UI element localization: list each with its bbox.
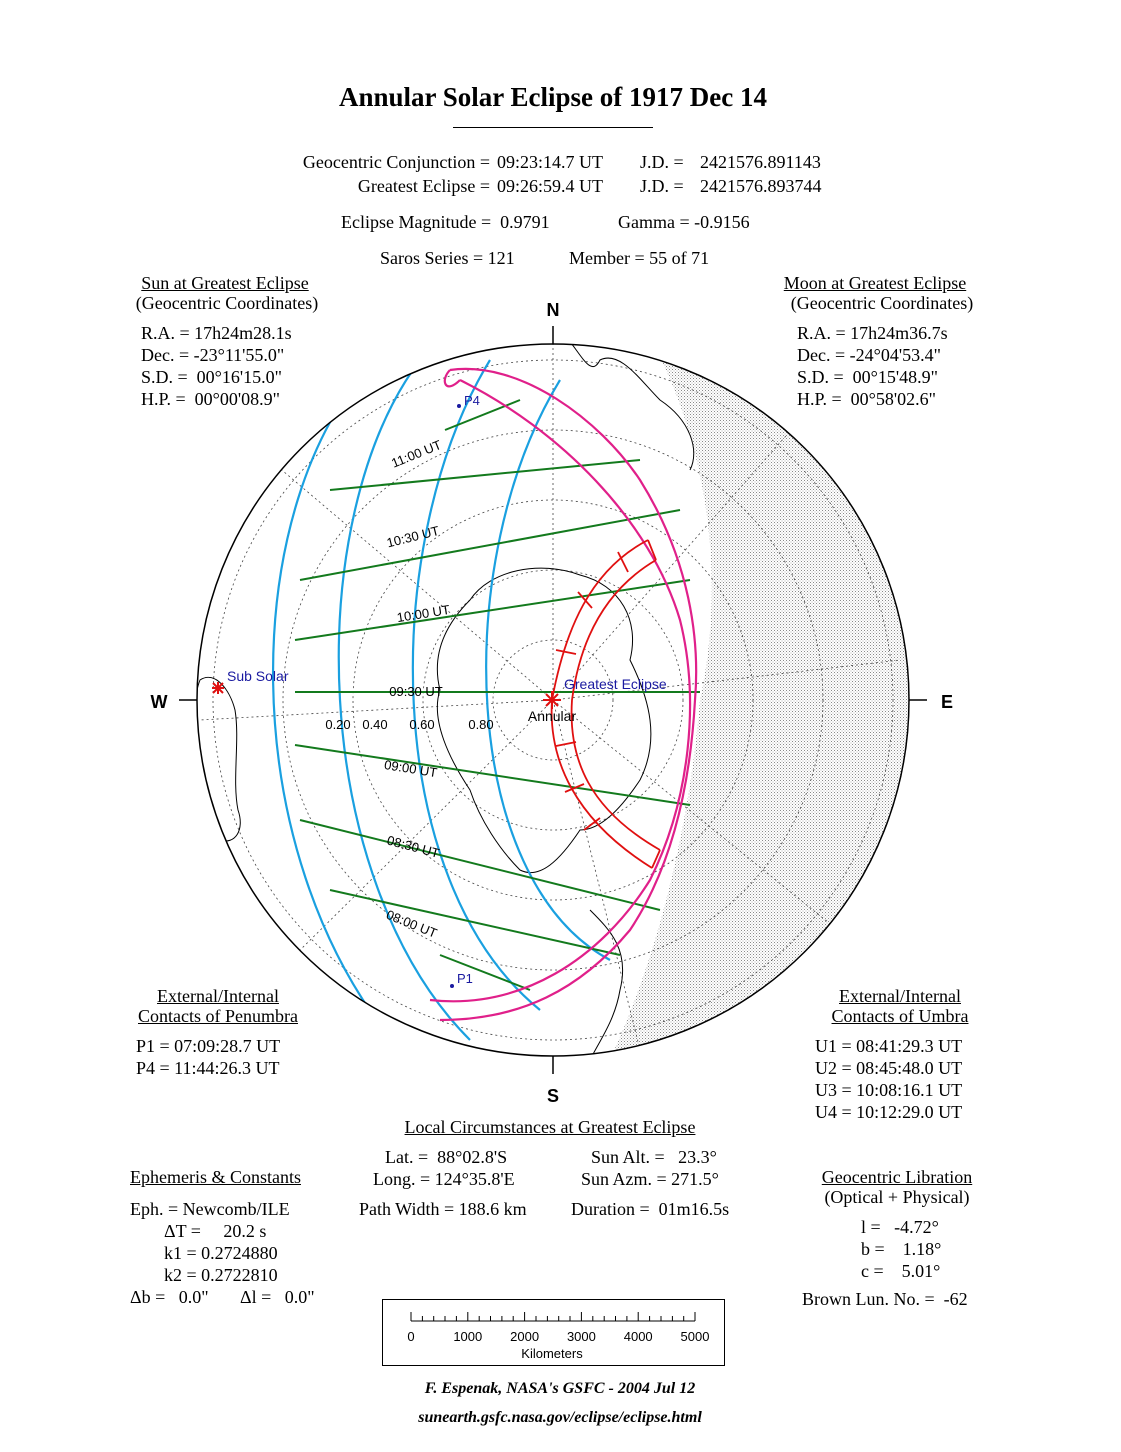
local-long: Long. = 124°35.8'E [373,1169,515,1189]
time-label-1030: 10:30 UT [385,522,441,551]
sun-dec: Dec. = -23°11'55.0" [141,345,285,365]
saros-series: Saros Series = 121 [380,248,515,268]
umbra-heading-2: Contacts of Umbra [831,1006,969,1026]
local-path-width: Path Width = 188.6 km [359,1199,527,1219]
ephemeris-k2: k2 = 0.2722810 [164,1265,278,1285]
libration-brown: Brown Lun. No. = -62 [802,1289,968,1309]
magnitude-label-040: 0.40 [362,717,388,732]
saros-member: Member = 55 of 71 [569,248,710,268]
scale-unit: Kilometers [521,1346,583,1361]
greatest-eclipse-label: Greatest Eclipse = [357,176,490,196]
scale-tick-3000: 3000 [566,1329,596,1344]
east-label: E [940,692,954,712]
conjunction-jd: 2421576.891143 [700,152,821,172]
sun-hp: H.P. = 00°00'08.9" [141,389,280,409]
time-label-0830: 08:30 UT [385,832,441,861]
umbra-u1: U1 = 08:41:29.3 UT [815,1036,963,1056]
ephemeris-delta-b: Δb = 0.0" [130,1287,209,1307]
south-label: S [546,1086,560,1106]
p4-label: P4 [464,393,480,408]
night-region [600,320,963,1080]
annular-label: Annular [527,708,577,724]
p1-marker [450,984,454,988]
libration-subheading: (Optical + Physical) [824,1187,970,1207]
time-label-0930: 09:30 UT [389,684,443,699]
moon-dec: Dec. = -24°04'53.4" [797,345,941,365]
umbra-path [552,540,660,868]
moon-subheading: (Geocentric Coordinates) [790,293,974,313]
page-title: Annular Solar Eclipse of 1917 Dec 14 [338,82,768,112]
p4-marker [457,404,461,408]
local-sun-alt: Sun Alt. = 23.3° [591,1147,717,1167]
north-label: N [546,300,560,320]
scale-tick-1000: 1000 [453,1329,483,1344]
credit-url[interactable]: sunearth.gsfc.nasa.gov/eclipse/eclipse.html [418,1409,702,1426]
libration-l: l = -4.72° [861,1217,939,1237]
moon-sd: S.D. = 00°15'48.9" [797,367,938,387]
local-lat: Lat. = 88°02.8'S [385,1147,508,1167]
ephemeris-eph: Eph. = Newcomb/ILE [130,1199,290,1219]
ephemeris-k1: k1 = 0.2724880 [164,1243,278,1263]
libration-c: c = 5.01° [861,1261,941,1281]
scale-tick-5000: 5000 [680,1329,710,1344]
magnitude-label-080: 0.80 [468,717,494,732]
conjunction-time: 09:23:14.7 UT [497,152,603,172]
magnitude-curves [273,360,610,1050]
scale-bar [382,1299,725,1367]
scale-tick-2000: 2000 [510,1329,540,1344]
umbra-u4: U4 = 10:12:29.0 UT [815,1102,963,1122]
umbra-u2: U2 = 08:45:48.0 UT [815,1058,963,1078]
conjunction-label: Geocentric Conjunction = [302,152,490,172]
conjunction-jd-label: J.D. = [640,152,684,172]
ephemeris-delta-t: ΔT = 20.2 s [164,1221,267,1241]
sun-sd: S.D. = 00°16'15.0" [141,367,282,387]
moon-ra: R.A. = 17h24m36.7s [797,323,948,343]
local-sun-azm: Sun Azm. = 271.5° [581,1169,719,1189]
penumbra-heading-1: External/Internal [157,986,279,1006]
greatest-eclipse-time: 09:26:59.4 UT [497,176,603,196]
sun-ra: R.A. = 17h24m28.1s [141,323,292,343]
greatest-eclipse-jd-label: J.D. = [640,176,684,196]
time-label-0900: 09:00 UT [383,756,439,781]
landmasses [195,330,694,1060]
sub-solar-marker [212,682,224,694]
penumbra-p4: P4 = 11:44:26.3 UT [136,1058,280,1078]
scale-tick-4000: 4000 [623,1329,653,1344]
eclipse-magnitude: Eclipse Magnitude = 0.9791 [341,212,550,232]
time-label-0800: 08:00 UT [384,906,440,941]
sun-heading: Sun at Greatest Eclipse [141,273,309,293]
sun-subheading: (Geocentric Coordinates) [135,293,319,313]
greatest-eclipse-marker [543,691,561,709]
local-duration: Duration = 01m16.5s [571,1199,730,1219]
libration-heading: Geocentric Libration [821,1167,973,1187]
ephemeris-delta-l: Δl = 0.0" [240,1287,315,1307]
magnitude-label-020: 0.20 [325,717,351,732]
moon-hp: H.P. = 00°58'02.6" [797,389,936,409]
scale-tick-0: 0 [407,1329,415,1344]
umbra-heading-1: External/Internal [839,986,961,1006]
gamma-value: Gamma = -0.9156 [618,212,750,232]
greatest-eclipse-jd: 2421576.893744 [700,176,822,196]
credit-author: F. Espenak, NASA's GSFC - 2004 Jul 12 [424,1380,696,1397]
sub-solar-label: Sub Solar [227,668,289,684]
greatest-eclipse-label: Greatest Eclipse [564,676,667,692]
magnitude-label-060: 0.60 [409,717,435,732]
west-label: W [150,692,168,712]
libration-b: b = 1.18° [861,1239,942,1259]
penumbra-p1: P1 = 07:09:28.7 UT [136,1036,281,1056]
penumbra-heading-2: Contacts of Penumbra [138,1006,298,1026]
time-label-1000: 10:00 UT [395,601,451,626]
ephemeris-heading: Ephemeris & Constants [130,1167,301,1187]
local-heading: Local Circumstances at Greatest Eclipse [404,1117,696,1137]
time-lines [295,400,700,990]
time-label-1100: 11:00 UT [389,437,444,471]
umbra-u3: U3 = 10:08:16.1 UT [815,1080,963,1100]
moon-heading: Moon at Greatest Eclipse [783,273,967,293]
p1-label: P1 [457,971,473,986]
